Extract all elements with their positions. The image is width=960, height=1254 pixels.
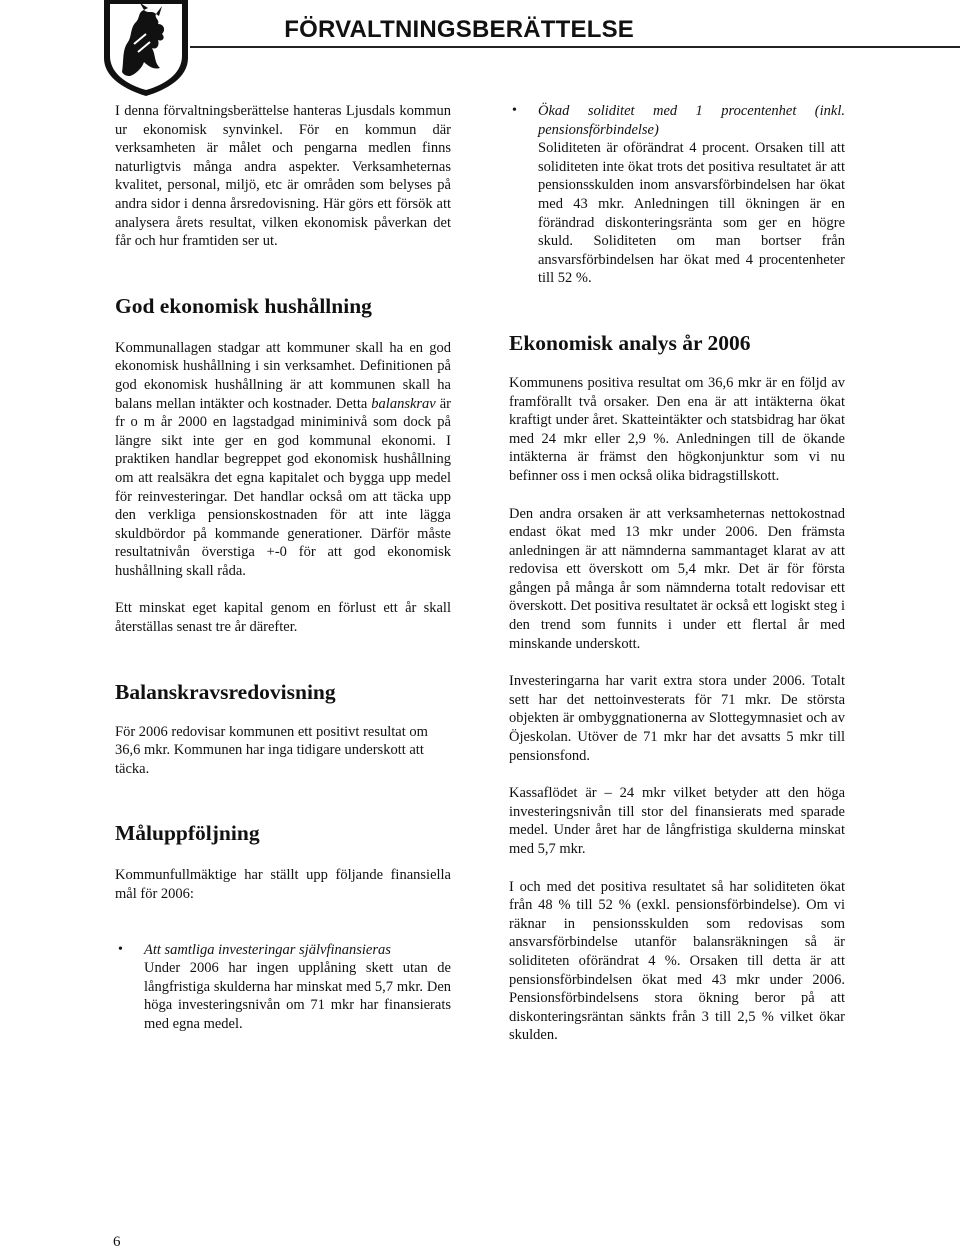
bullet-marker: • bbox=[118, 941, 123, 957]
goal-title bbox=[144, 941, 451, 960]
page-number: 6 bbox=[113, 1234, 121, 1250]
goal-title-text: Att samtliga investeringar självfinansieras bbox=[144, 941, 391, 958]
goal-list-left bbox=[118, 941, 451, 1034]
equity-restore-paragraph: Ett minskat eget kapital genom en förlust ett år skall återställas senast tre år därefter. bbox=[115, 600, 451, 636]
good-economy-emphasis: balanskrav bbox=[371, 395, 436, 412]
maluppfoljning-paragraph: Kommunfullmäktige har ställt upp följande finansiella mål för 2006: bbox=[115, 867, 451, 903]
analysis-paragraph-2: Den andra orsaken är att verksamheternas nettokostnad endast ökat med 13 mkr under 2006. Den främsta anledningen är att nämnderna sammantaget klarat av att redovisa ett överskott om 5,4 mkr. Det är för första gången på många år som nämnderna totalt redovisar ett överskott. Det positiva resultatet är också ett logiskt steg i den trend som funnits i under ett flertal år med minskande underskott. bbox=[509, 505, 845, 652]
right-column bbox=[509, 96, 845, 1045]
goal-item-self-financing bbox=[118, 941, 451, 1034]
analysis-paragraph-4: Kassaflödet är – 24 mkr vilket betyder att den höga investeringsnivån till stor del finansierats med sparade medel. Under året har de långfristiga skulderna minskat med 5,7 mkr. bbox=[509, 785, 845, 857]
goal-text: Soliditeten är oförändrat 4 procent. Orsaken till att soliditeten inte ökat trots det positiva resultatet är att pensionsskulden inom ansvarsförbindelsen har ökat med 43 mkr. Anledningen till ökningen är en förändrad diskonteringsränta som ger en högre skuld. Soliditeten om man bortser från ansvarsförbindelsen har ökat med 4 procentenheter till 52 %. bbox=[538, 140, 845, 287]
header-rule bbox=[190, 46, 960, 48]
heading-analysis: Ekonomisk analys år 2006 bbox=[509, 330, 751, 355]
analysis-paragraph-5: I och med det positiva resultatet så har soliditeten ökat från 48 % till 52 % (exkl. pensionsförbindelse). Om vi räknar in pensionsskulden som redovisas som ansvarsförbindelse utanför balansräkningen så är soliditeten oförändrat 4 %. Orsaken till detta är att pensionsförbindelsen ökat med 43 mkr under 2006. Pensionsförbindelsens stora ökning beror på att diskonteringsräntan sänkts från 3 till 2,5 % vilket ökar skulden. bbox=[509, 878, 845, 1044]
goal-item-solidity bbox=[512, 102, 845, 288]
left-column bbox=[115, 96, 451, 1034]
analysis-paragraph-1: Kommunens positiva resultat om 36,6 mkr är en följd av framförallt två orsaker. Den ena är att intäkterna ökat kraftigt under året. Skatteintäkter och statsbidrag har ökat med 24 mkr eller 2,9 %. Anledningen till de ökande intäkterna är främst den högkonjunktur som vi nu befinner oss i men också olika bidragstillskott. bbox=[509, 374, 845, 484]
good-economy-text-b: är fr o m år 2000 en lagstadgad miniminivå som dock på längre sikt inte ger en god kommunal ekonomi. I praktiken handlar begreppet god ekonomisk hushållning om att realsäkra det egna kapitalet och bygga upp medel för reinvesteringar. Det handlar också om att täcka upp den verkliga pensionskostnaden för att inte lägga skuldbördor på kommande generationer. Därför måste resultatnivån överstiga +-0 för att god ekonomisk hushållning skall råda. bbox=[115, 395, 451, 579]
goal-list-right bbox=[512, 102, 845, 288]
bullet-marker: • bbox=[512, 103, 517, 118]
heading-balanskrav: Balanskravsredovisning bbox=[115, 679, 336, 704]
good-economy-text-a: Kommunallagen stadgar att kommuner skall ha en god ekonomisk hushållning i sin verksamhet. Definitionen på god ekonomisk hushållning är att kommunen skall ha balans mellan intäkter och kostnader. Detta bbox=[115, 339, 451, 412]
analysis-paragraph-3: Investeringarna har varit extra stora under 2006. Totalt sett har det nettoinvesterats för 71 mkr. De största objekten är ombyggnationerna av Slottegymnasiet och av Öjeskolan. Utöver de 71 mkr har det avsatts 5 mkr till pensionsfond. bbox=[509, 673, 845, 764]
good-economy-paragraph bbox=[115, 339, 451, 581]
balanskrav-paragraph: För 2006 redovisar kommunen ett positivt resultat om 36,6 mkr. Kommunen har inga tidigare underskott att täcka. bbox=[115, 723, 428, 777]
goal-text: Under 2006 har ingen upplåning skett utan de långfristiga skulderna har minskat med 5,7 mkr. Den höga investeringsnivån om 71 mkr har finansierats med egna medel. bbox=[144, 960, 451, 1032]
intro-paragraph: I denna förvaltningsberättelse hanteras Ljusdals kommun ur ekonomisk synvinkel. För en kommun där verksamheten är målet och pengarna medlen finns naturligtvis många andra aspekter. Verksamheternas kvalitet, personal, miljö, etc är områden som belyses på andra sidor i denna årsredovisning. Här görs ett försök att analysera årets resultat, vilken ekonomisk påverkan det får och hur framtiden ser ut. bbox=[115, 103, 451, 250]
goal-title bbox=[538, 102, 845, 139]
heading-good-economy: God ekonomisk hushållning bbox=[115, 293, 372, 318]
heading-maluppfoljning: Måluppföljning bbox=[115, 821, 260, 846]
municipal-coat-of-arms-logo bbox=[104, 0, 188, 96]
header-title: FÖRVALTNINGSBERÄTTELSE bbox=[284, 16, 634, 43]
goal-title-text: Ökad soliditet med 1 procentenhet (inkl. pensionsförbindelse) bbox=[538, 103, 845, 138]
